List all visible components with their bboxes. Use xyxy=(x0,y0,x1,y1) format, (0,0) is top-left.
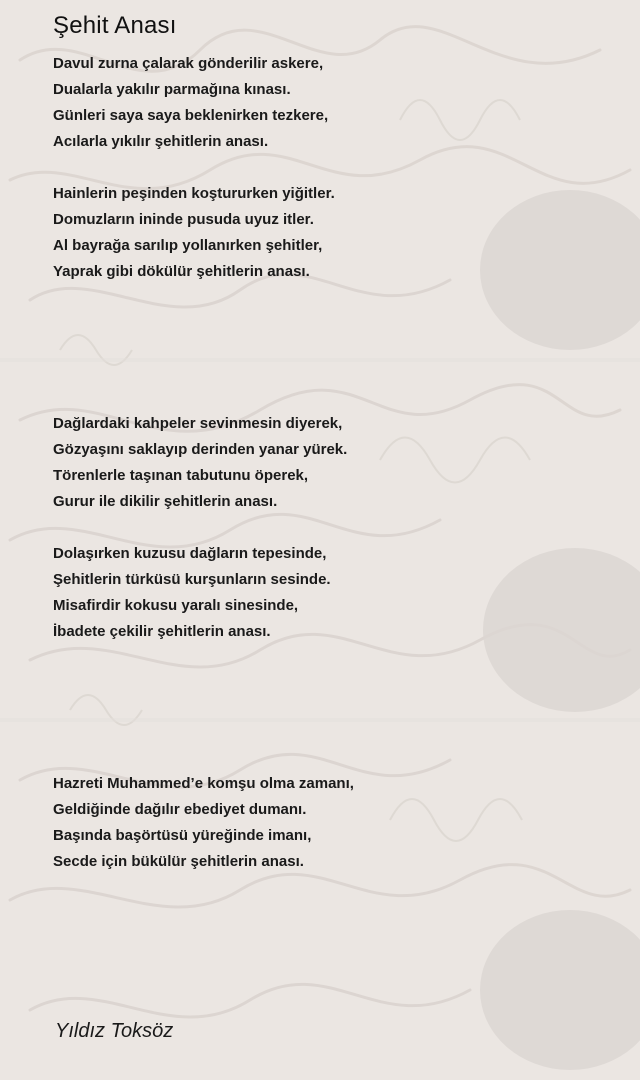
poem-line: İbadete çekilir şehitlerin anası. xyxy=(53,623,271,640)
poem-line: Dualarla yakılır parmağına kınası. xyxy=(53,81,291,98)
poem-line: Törenlerle taşınan tabutunu öperek, xyxy=(53,467,309,484)
poem-line: Dağlardaki kahpeler sevinmesin diyerek, xyxy=(53,415,343,432)
poem-line: Al bayrağa sarılıp yollanırken şehitler, xyxy=(53,237,323,254)
poem-title: Şehit Anası xyxy=(53,12,177,39)
poem-line: Domuzların ininde pusuda uyuz itler. xyxy=(53,211,314,228)
poem-author: Yıldız Toksöz xyxy=(55,1020,174,1042)
stanza-1 xyxy=(53,51,328,155)
poem-line: Geldiğinde dağılır ebediyet dumanı. xyxy=(53,801,307,818)
poem-line: Günleri saya saya beklenirken tezkere, xyxy=(53,107,329,124)
stanza-4 xyxy=(53,541,331,645)
poem-line: Gurur ile dikilir şehitlerin anası. xyxy=(53,493,278,510)
stanza-3 xyxy=(53,411,347,515)
poem-line: Davul zurna çalarak gönderilir askere, xyxy=(53,55,324,72)
stanza-2 xyxy=(53,181,335,285)
poem-line: Hazreti Muhammed’e komşu olma zamanı, xyxy=(53,775,354,792)
stanza-5 xyxy=(53,771,354,875)
poem-line: Misafirdir kokusu yaralı sinesinde, xyxy=(53,597,299,614)
poem-line: Secde için bükülür şehitlerin anası. xyxy=(53,853,304,870)
poem-line: Acılarla yıkılır şehitlerin anası. xyxy=(53,133,269,150)
poem-line: Gözyaşını saklayıp derinden yanar yürek. xyxy=(53,441,348,458)
poem-line: Dolaşırken kuzusu dağların tepesinde, xyxy=(53,545,327,562)
poem-line: Hainlerin peşinden koştururken yiğitler. xyxy=(53,185,335,202)
poem-line: Şehitlerin türküsü kurşunların sesinde. xyxy=(53,571,331,588)
poem-line: Başında başörtüsü yüreğinde imanı, xyxy=(53,827,312,844)
poem-line: Yaprak gibi dökülür şehitlerin anası. xyxy=(53,263,310,280)
